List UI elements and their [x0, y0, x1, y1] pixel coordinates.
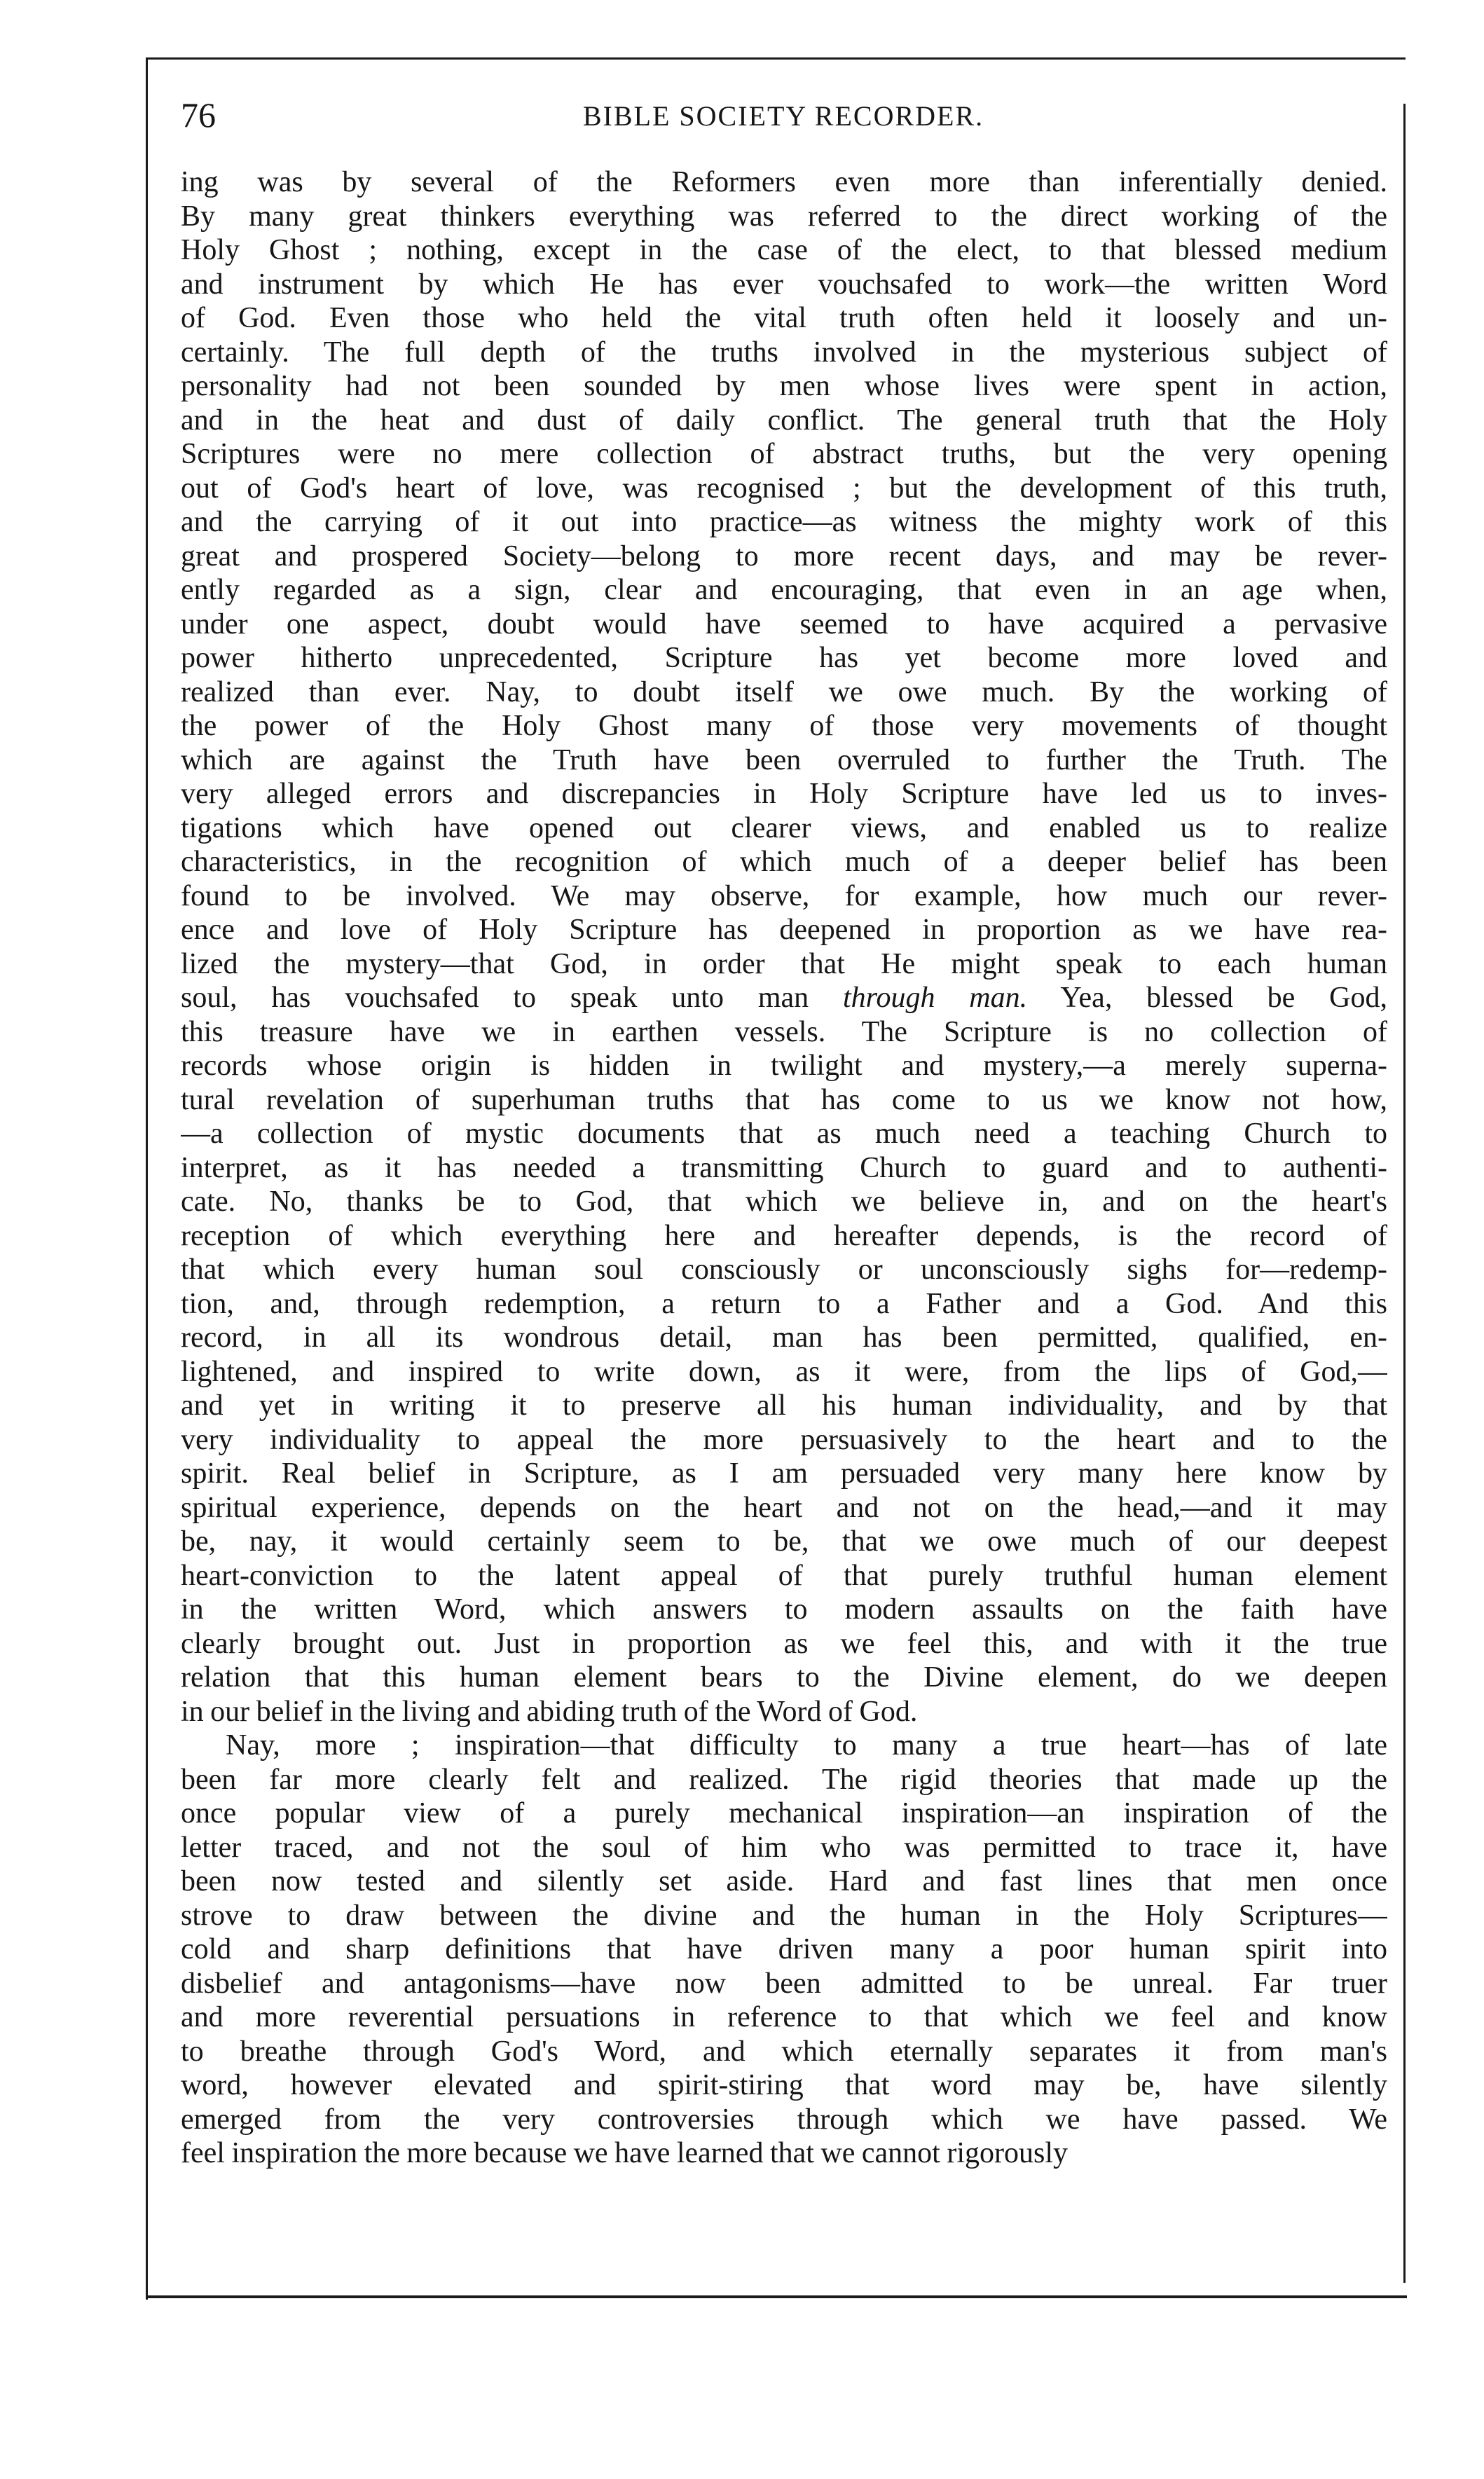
text-line: clearly brought out. Just in proportion as we feel this, and with it the true [181, 1627, 1387, 1660]
text-line: and more reverential persuations in reference to that which we feel and know [181, 2001, 1387, 2033]
text-line: of God. Even those who held the vital truth often held it loosely and un- [181, 302, 1387, 334]
text-line: record, in all its wondrous detail, man has been permitted, qualified, en- [181, 1321, 1387, 1354]
page-header [181, 94, 1386, 136]
text-line: very alleged errors and discrepancies in Holy Scripture have led us to inves- [181, 778, 1387, 810]
text-line: realized than ever. Nay, to doubt itself we owe much. By the working of [181, 675, 1387, 708]
text-line: power hitherto unprecedented, Scripture has yet become more loved and [181, 642, 1387, 674]
text-line: ing was by several of the Reformers even more than inferentially denied. [181, 166, 1387, 198]
text-line: been now tested and silently set aside. Hard and fast lines that men once [181, 1865, 1387, 1897]
text-line: cate. No, thanks be to God, that which we believe in, and on the heart's [181, 1186, 1387, 1218]
text-line: Scriptures were no mere collection of abstract truths, but the very opening [181, 438, 1387, 470]
paragraph-1 [181, 165, 1387, 1729]
text-line: heart-conviction to the latent appeal of that purely truthful human element [181, 1559, 1387, 1592]
text-line: Nay, more ; inspiration—that difficulty to many a true heart—has of late [226, 1729, 1387, 1762]
running-title: BIBLE SOCIETY RECORDER. [582, 100, 984, 132]
text-line: and yet in writing it to preserve all his human individuality, and by that [181, 1389, 1387, 1422]
text-line: cold and sharp definitions that have driven many a poor human spirit into [181, 1933, 1387, 1965]
left-border-rule [146, 57, 148, 2300]
text-line: lightened, and inspired to write down, as it were, from the lips of God,— [181, 1355, 1387, 1388]
text-line: to breathe through God's Word, and which eternally separates it from man's [181, 2035, 1387, 2068]
text-line: records whose origin is hidden in twilight and mystery,—a merely superna- [181, 1050, 1387, 1082]
text-line: strove to draw between the divine and the human in the Holy Scriptures— [181, 1899, 1387, 1932]
text-line: characteristics, in the recognition of which much of a deeper belief has been [181, 846, 1387, 878]
text-line: been far more clearly felt and realized. The rigid theories that made up the [181, 1763, 1387, 1796]
text-line: feel inspiration the more because we have learned that we cannot rigorously [181, 2137, 1069, 2169]
text-line: be, nay, it would certainly seem to be, that we owe much of our deepest [181, 1525, 1387, 1558]
body-text [181, 165, 1387, 2171]
text-line: in our belief in the living and abiding truth of the Word of God. [181, 1695, 918, 1728]
text-line: lized the mystery—that God, in order that He might speak to each human [181, 947, 1387, 980]
text-line: letter traced, and not the soul of him who was permitted to trace it, have [181, 1831, 1387, 1864]
text-line: tigations which have opened out clearer views, and enabled us to realize [181, 811, 1387, 844]
text-line: which are against the Truth have been overruled to further the Truth. The [181, 743, 1387, 776]
text-line: great and prospered Society—belong to more recent days, and may be rever- [181, 540, 1387, 572]
text-line: once popular view of a purely mechanical inspiration—an inspiration of the [181, 1797, 1387, 1829]
right-border-rule [1403, 104, 1406, 2283]
text-line: soul, has vouchsafed to speak unto man through man. Yea, blessed be God, [181, 982, 1387, 1014]
text-line: tural revelation of superhuman truths that has come to us we know not how, [181, 1083, 1387, 1116]
text-line: word, however elevated and spirit-stiring that word may be, have silently [181, 2069, 1387, 2101]
text-line: interpret, as it has needed a transmitting Church to guard and to authenti- [181, 1151, 1387, 1184]
text-line: personality had not been sounded by men whose lives were spent in action, [181, 370, 1387, 402]
text-line: certainly. The full depth of the truths involved in the mysterious subject of [181, 336, 1387, 369]
text-line: spiritual experience, depends on the heart and not on the head,—and it may [181, 1491, 1387, 1524]
text-line: and instrument by which He has ever vouchsafed to work—the written Word [181, 268, 1387, 301]
text-line: spirit. Real belief in Scripture, as I am persuaded very many here know by [181, 1457, 1387, 1490]
text-line: —a collection of mystic documents that as much need a teaching Church to [181, 1118, 1387, 1150]
text-line: ence and love of Holy Scripture has deepened in proportion as we have rea- [181, 914, 1387, 946]
paragraph-2 [181, 1729, 1387, 2171]
text-line: disbelief and antagonisms—have now been admitted to be unreal. Far truer [181, 1967, 1387, 2000]
text-line: and in the heat and dust of daily conflict. The general truth that the Holy [181, 404, 1387, 437]
text-line: under one aspect, doubt would have seemed to have acquired a pervasive [181, 607, 1387, 640]
text-line: in the written Word, which answers to modern assaults on the faith have [181, 1593, 1387, 1626]
text-line: relation that this human element bears to the Divine element, do we deepen [181, 1661, 1387, 1694]
text-line: found to be involved. We may observe, for example, how much our rever- [181, 879, 1387, 912]
bottom-border-rule [146, 2295, 1407, 2298]
text-line: reception of which everything here and hereafter depends, is the record of [181, 1219, 1387, 1252]
text-line: the power of the Holy Ghost many of those very movements of thought [181, 710, 1387, 742]
text-line: this treasure have we in earthen vessels. The Scripture is no collection of [181, 1015, 1387, 1048]
text-line: out of God's heart of love, was recognised ; but the development of this truth, [181, 472, 1387, 504]
text-line: Holy Ghost ; nothing, except in the case of the elect, to that blessed medium [181, 234, 1387, 266]
text-line: very individuality to appeal the more persuasively to the heart and to the [181, 1423, 1387, 1456]
text-line: that which every human soul consciously or unconsciously sighs for—redemp- [181, 1254, 1387, 1286]
text-line: By many great thinkers everything was referred to the direct working of the [181, 200, 1387, 233]
page-number: 76 [181, 95, 216, 135]
text-line: emerged from the very controversies through which we have passed. We [181, 2103, 1387, 2136]
text-line: and the carrying of it out into practice—as witness the mighty work of this [181, 506, 1387, 538]
text-line: ently regarded as a sign, clear and encouraging, that even in an age when, [181, 574, 1387, 606]
top-border-rule [146, 57, 1406, 60]
text-line: tion, and, through redemption, a return to a Father and a God. And this [181, 1287, 1387, 1320]
